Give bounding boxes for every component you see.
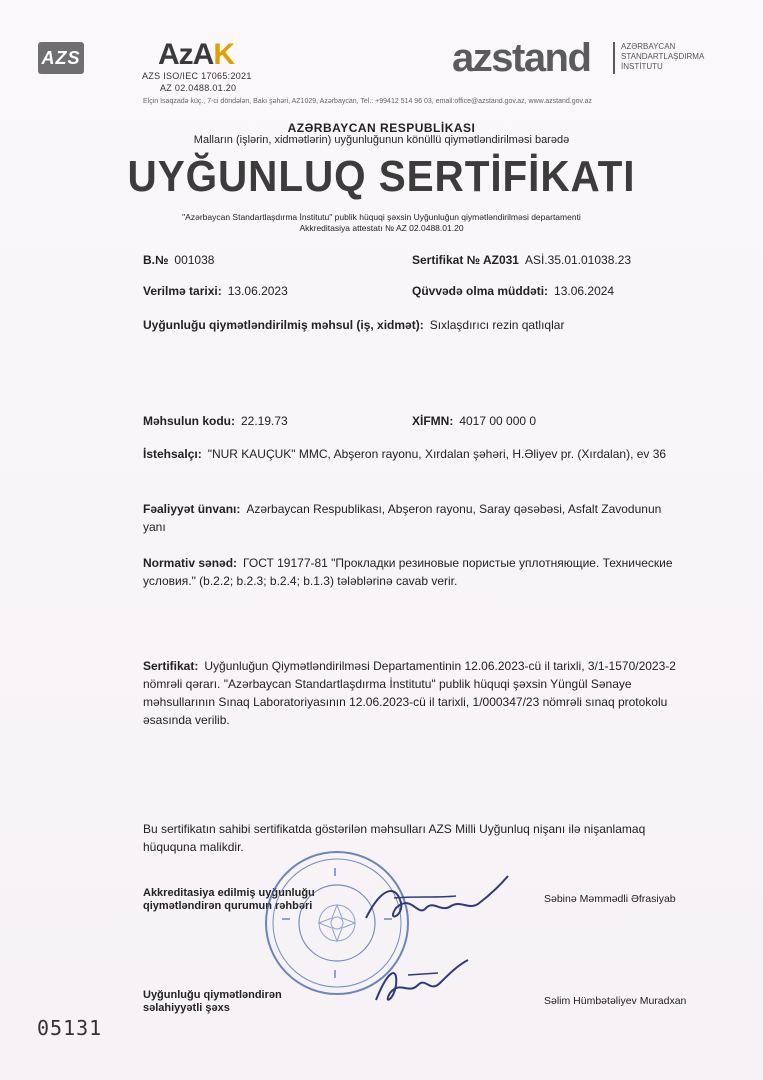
contact-line: Elçin İsaqzadə küç., 7-ci döndələn, Bakı şəhəri, AZ1029, Azərbaycan, Tel.: +99412 514 96 03, email:office@azstand.gov.az, www.azstand.gov.az bbox=[143, 98, 592, 105]
bn-value: 001038 bbox=[174, 253, 215, 267]
accredited-head-line-1: Akkreditasiya edilmiş uyğunluğu bbox=[143, 887, 315, 899]
certificate-basis-value-3: məhsullarının Sınaq Laboratoriyasının 12.06.2023-cü il tarixli, 1/000347/23 nömrəli sınaq protokolu bbox=[143, 695, 668, 709]
cert-number-label: Sertifikat № AZ031 bbox=[412, 253, 519, 267]
validity-value: 13.06.2024 bbox=[554, 284, 615, 298]
cert-number-field bbox=[412, 253, 631, 267]
azstand-divider bbox=[613, 42, 615, 74]
certificate-basis-field bbox=[143, 657, 743, 729]
xifmn-field bbox=[412, 414, 536, 428]
activity-address-value-1: Azərbaycan Respublikası, Abşeron rayonu, Saray qəsəbəsi, Asfalt Zavodunun bbox=[246, 502, 662, 516]
certificate-basis-label: Sertifikat: bbox=[143, 659, 199, 673]
azak-reg-text: AZ 02.0488.01.20 bbox=[160, 83, 237, 93]
head-signature bbox=[356, 868, 516, 938]
activity-address-field bbox=[143, 500, 723, 536]
product-code-value: 22.19.73 bbox=[241, 414, 288, 428]
expert-name: Səlim Hümbətəliyev Muradxan bbox=[544, 995, 687, 1007]
accredited-head-line-2: qiymətləndirən qurumun rəhbəri bbox=[143, 900, 313, 912]
head-name: Səbinə Məmmədli Əfrasiyab bbox=[544, 893, 676, 905]
authorized-person-line-2: səlahiyyətli şəxs bbox=[143, 1002, 230, 1014]
azak-logo bbox=[158, 38, 234, 72]
issue-date-value: 13.06.2023 bbox=[227, 284, 288, 298]
voluntary-line: Malların (işlərin, xidmətlərin) uyğunluğunun könüllü qiymətləndirilməsi barədə bbox=[193, 134, 570, 146]
bn-field bbox=[143, 253, 214, 267]
normative-doc-value-2: условия." (b.2.2; b.2.3; b.2.4; b.1.3) tələblərinə cavab verir. bbox=[143, 574, 458, 588]
xifmn-label: XİFMN: bbox=[412, 414, 454, 428]
product-code-label: Məhsulun kodu: bbox=[143, 414, 235, 428]
certificate-title: UYĞUNLUQ SERTİFİKATI bbox=[127, 152, 636, 201]
certificate-basis-value-2: nömrəli qərarı. "Azərbaycan Standartlaşdırma İnstitutu" publik hüquqi şəxsin Yüngül Sənaye bbox=[143, 677, 632, 691]
azs-logo: AZS bbox=[38, 42, 84, 74]
normative-doc-label: Normativ sənəd: bbox=[143, 556, 238, 570]
product-value: Sıxlaşdırıcı rezin qatlıqlar bbox=[429, 318, 565, 332]
rights-line-2: hüququna malikdir. bbox=[143, 840, 244, 854]
certificate-basis-value-1: Uyğunluğun Qiymətləndirilməsi Departamentinin 12.06.2023-cü il tarixli, 3/1-1570/2023-2 bbox=[204, 659, 676, 673]
manufacturer-field bbox=[143, 447, 666, 461]
rights-statement bbox=[143, 820, 723, 856]
product-code-field bbox=[143, 414, 288, 428]
validity-field bbox=[412, 284, 614, 298]
cert-number-value: ASİ.35.01.01038.23 bbox=[524, 253, 632, 267]
azak-logo-prefix: AzA bbox=[158, 38, 214, 71]
expert-signature bbox=[368, 955, 478, 1015]
product-field bbox=[143, 318, 564, 332]
activity-address-label: Fəaliyyət ünvanı: bbox=[143, 502, 241, 516]
manufacturer-label: İstehsalçı: bbox=[143, 447, 202, 461]
manufacturer-value: "NUR KAUÇUK" MMC, Abşeron rayonu, Xırdalan şəhəri, H.Əliyev pr. (Xırdalan), ev 36 bbox=[207, 447, 667, 461]
azstand-logo: azstand bbox=[452, 36, 591, 80]
activity-address-value-2: yanı bbox=[143, 520, 166, 534]
republic-heading: AZƏRBAYCAN RESPUBLİKASI bbox=[287, 121, 476, 135]
serial-number: 05131 bbox=[37, 1016, 103, 1040]
bn-label: B.№ bbox=[143, 253, 169, 267]
issue-date-field bbox=[143, 284, 288, 298]
product-label: Uyğunluğu qiymətləndirilmiş məhsul (iş, xidmət): bbox=[143, 318, 424, 332]
department-line: "Azərbaycan Standartlaşdırma İnstitutu" publik hüquqi şəxsin Uyğunluğun qiymətləndirilməsi departamenti bbox=[182, 212, 581, 222]
authorized-person-label bbox=[143, 989, 282, 1015]
rights-line-1: Bu sertifikatın sahibi sertifikatda göstərilən məhsulları AZS Milli Uyğunluq nişanı ilə nişanlamaq bbox=[143, 822, 646, 836]
accreditation-line: Akkreditasiya attestatı № AZ 02.0488.01.20 bbox=[299, 223, 464, 233]
azak-logo-k: K bbox=[213, 38, 235, 71]
normative-doc-field bbox=[143, 554, 733, 590]
xifmn-value: 4017 00 000 0 bbox=[459, 414, 537, 428]
authorized-person-line-1: Uyğunluğu qiymətləndirən bbox=[143, 989, 282, 1001]
azak-iso-text: AZS ISO/IEC 17065:2021 bbox=[142, 71, 252, 81]
certificate-basis-value-4: əsasında verilib. bbox=[143, 713, 230, 727]
azstand-subtitle: AZƏRBAYCAN STANDARTLAŞDIRMA İNSTİTUTU bbox=[621, 42, 704, 71]
validity-label: Qüvvədə olma müddəti: bbox=[412, 284, 549, 298]
issue-date-label: Verilmə tarixi: bbox=[143, 284, 222, 298]
normative-doc-value-1: ГОСТ 19177-81 "Прокладки резиновые пористые уплотняющие. Технические bbox=[243, 556, 673, 570]
